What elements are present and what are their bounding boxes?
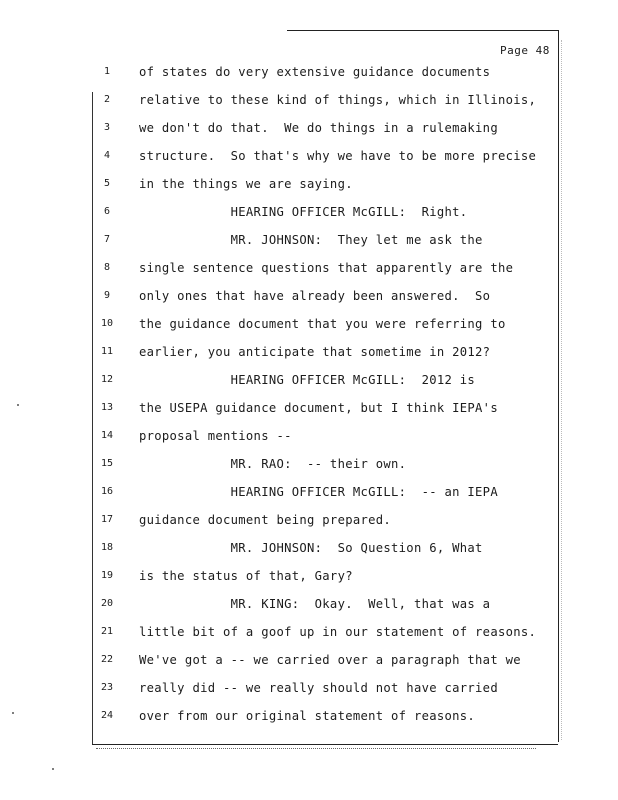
line-text: MR. JOHNSON: So Question 6, What	[139, 541, 483, 555]
line-text: really did -- we really should not have carried	[139, 681, 498, 695]
line-number: 5	[103, 178, 111, 189]
line-text: structure. So that's why we have to be more precise	[139, 149, 537, 163]
line-text: HEARING OFFICER McGILL: -- an IEPA	[139, 485, 498, 499]
line-text: HEARING OFFICER McGILL: 2012 is	[139, 373, 476, 387]
line-number: 8	[103, 262, 111, 273]
transcript-line	[0, 538, 618, 566]
transcript-line	[0, 706, 618, 734]
line-number: 11	[100, 346, 114, 357]
transcript-line	[0, 174, 618, 202]
transcript-line	[0, 398, 618, 426]
line-number: 10	[100, 318, 114, 329]
line-number: 12	[100, 374, 114, 385]
transcript-lines	[0, 62, 618, 734]
line-number: 16	[100, 486, 114, 497]
transcript-line	[0, 90, 618, 118]
transcript-line	[0, 62, 618, 90]
page-number: Page 48	[500, 44, 550, 57]
line-number: 20	[100, 598, 114, 609]
line-text: HEARING OFFICER McGILL: Right.	[139, 205, 468, 219]
line-number: 4	[103, 150, 111, 161]
line-text: single sentence questions that apparently are the	[139, 261, 514, 275]
line-text: the USEPA guidance document, but I think IEPA's	[139, 401, 498, 415]
line-text: little bit of a goof up in our statement of reasons.	[139, 625, 537, 639]
line-number: 13	[100, 402, 114, 413]
line-number: 19	[100, 570, 114, 581]
transcript-line	[0, 594, 618, 622]
line-text: relative to these kind of things, which in Illinois,	[139, 93, 537, 107]
top-rule	[287, 30, 559, 31]
transcript-line	[0, 286, 618, 314]
bottom-rule	[92, 744, 558, 745]
scan-speck	[52, 768, 54, 770]
transcript-line	[0, 258, 618, 286]
transcript-line	[0, 118, 618, 146]
line-text: of states do very extensive guidance documents	[139, 65, 491, 79]
line-text: the guidance document that you were referring to	[139, 317, 506, 331]
transcript-line	[0, 146, 618, 174]
line-number: 9	[103, 290, 111, 301]
line-number: 21	[100, 626, 114, 637]
line-number: 17	[100, 514, 114, 525]
line-number: 15	[100, 458, 114, 469]
line-text: in the things we are saying.	[139, 177, 353, 191]
transcript-line	[0, 230, 618, 258]
line-number: 23	[100, 682, 114, 693]
line-number: 14	[100, 430, 114, 441]
line-text: MR. RAO: -- their own.	[139, 457, 407, 471]
line-text: We've got a -- we carried over a paragraph that we	[139, 653, 521, 667]
transcript-line	[0, 370, 618, 398]
line-number: 2	[103, 94, 111, 105]
transcript-line	[0, 454, 618, 482]
line-text: MR. KING: Okay. Well, that was a	[139, 597, 491, 611]
line-text: MR. JOHNSON: They let me ask the	[139, 233, 483, 247]
line-text: proposal mentions --	[139, 429, 292, 443]
line-number: 24	[100, 710, 114, 721]
line-text: we don't do that. We do things in a rulemaking	[139, 121, 498, 135]
transcript-line	[0, 622, 618, 650]
transcript-line	[0, 566, 618, 594]
transcript-line	[0, 678, 618, 706]
line-number: 6	[103, 206, 111, 217]
line-text: only ones that have already been answered. So	[139, 289, 491, 303]
line-text: guidance document being prepared.	[139, 513, 392, 527]
line-text: over from our original statement of reasons.	[139, 709, 476, 723]
transcript-line	[0, 314, 618, 342]
transcript-line	[0, 510, 618, 538]
line-number: 3	[103, 122, 111, 133]
transcript-line	[0, 202, 618, 230]
footer-scan-noise	[96, 748, 536, 749]
line-text: is the status of that, Gary?	[139, 569, 353, 583]
line-number: 7	[103, 234, 111, 245]
transcript-line	[0, 650, 618, 678]
line-text: earlier, you anticipate that sometime in 2012?	[139, 345, 491, 359]
line-number: 1	[103, 66, 111, 77]
line-number: 22	[100, 654, 114, 665]
transcript-line	[0, 482, 618, 510]
transcript-line	[0, 426, 618, 454]
transcript-line	[0, 342, 618, 370]
line-number: 18	[100, 542, 114, 553]
